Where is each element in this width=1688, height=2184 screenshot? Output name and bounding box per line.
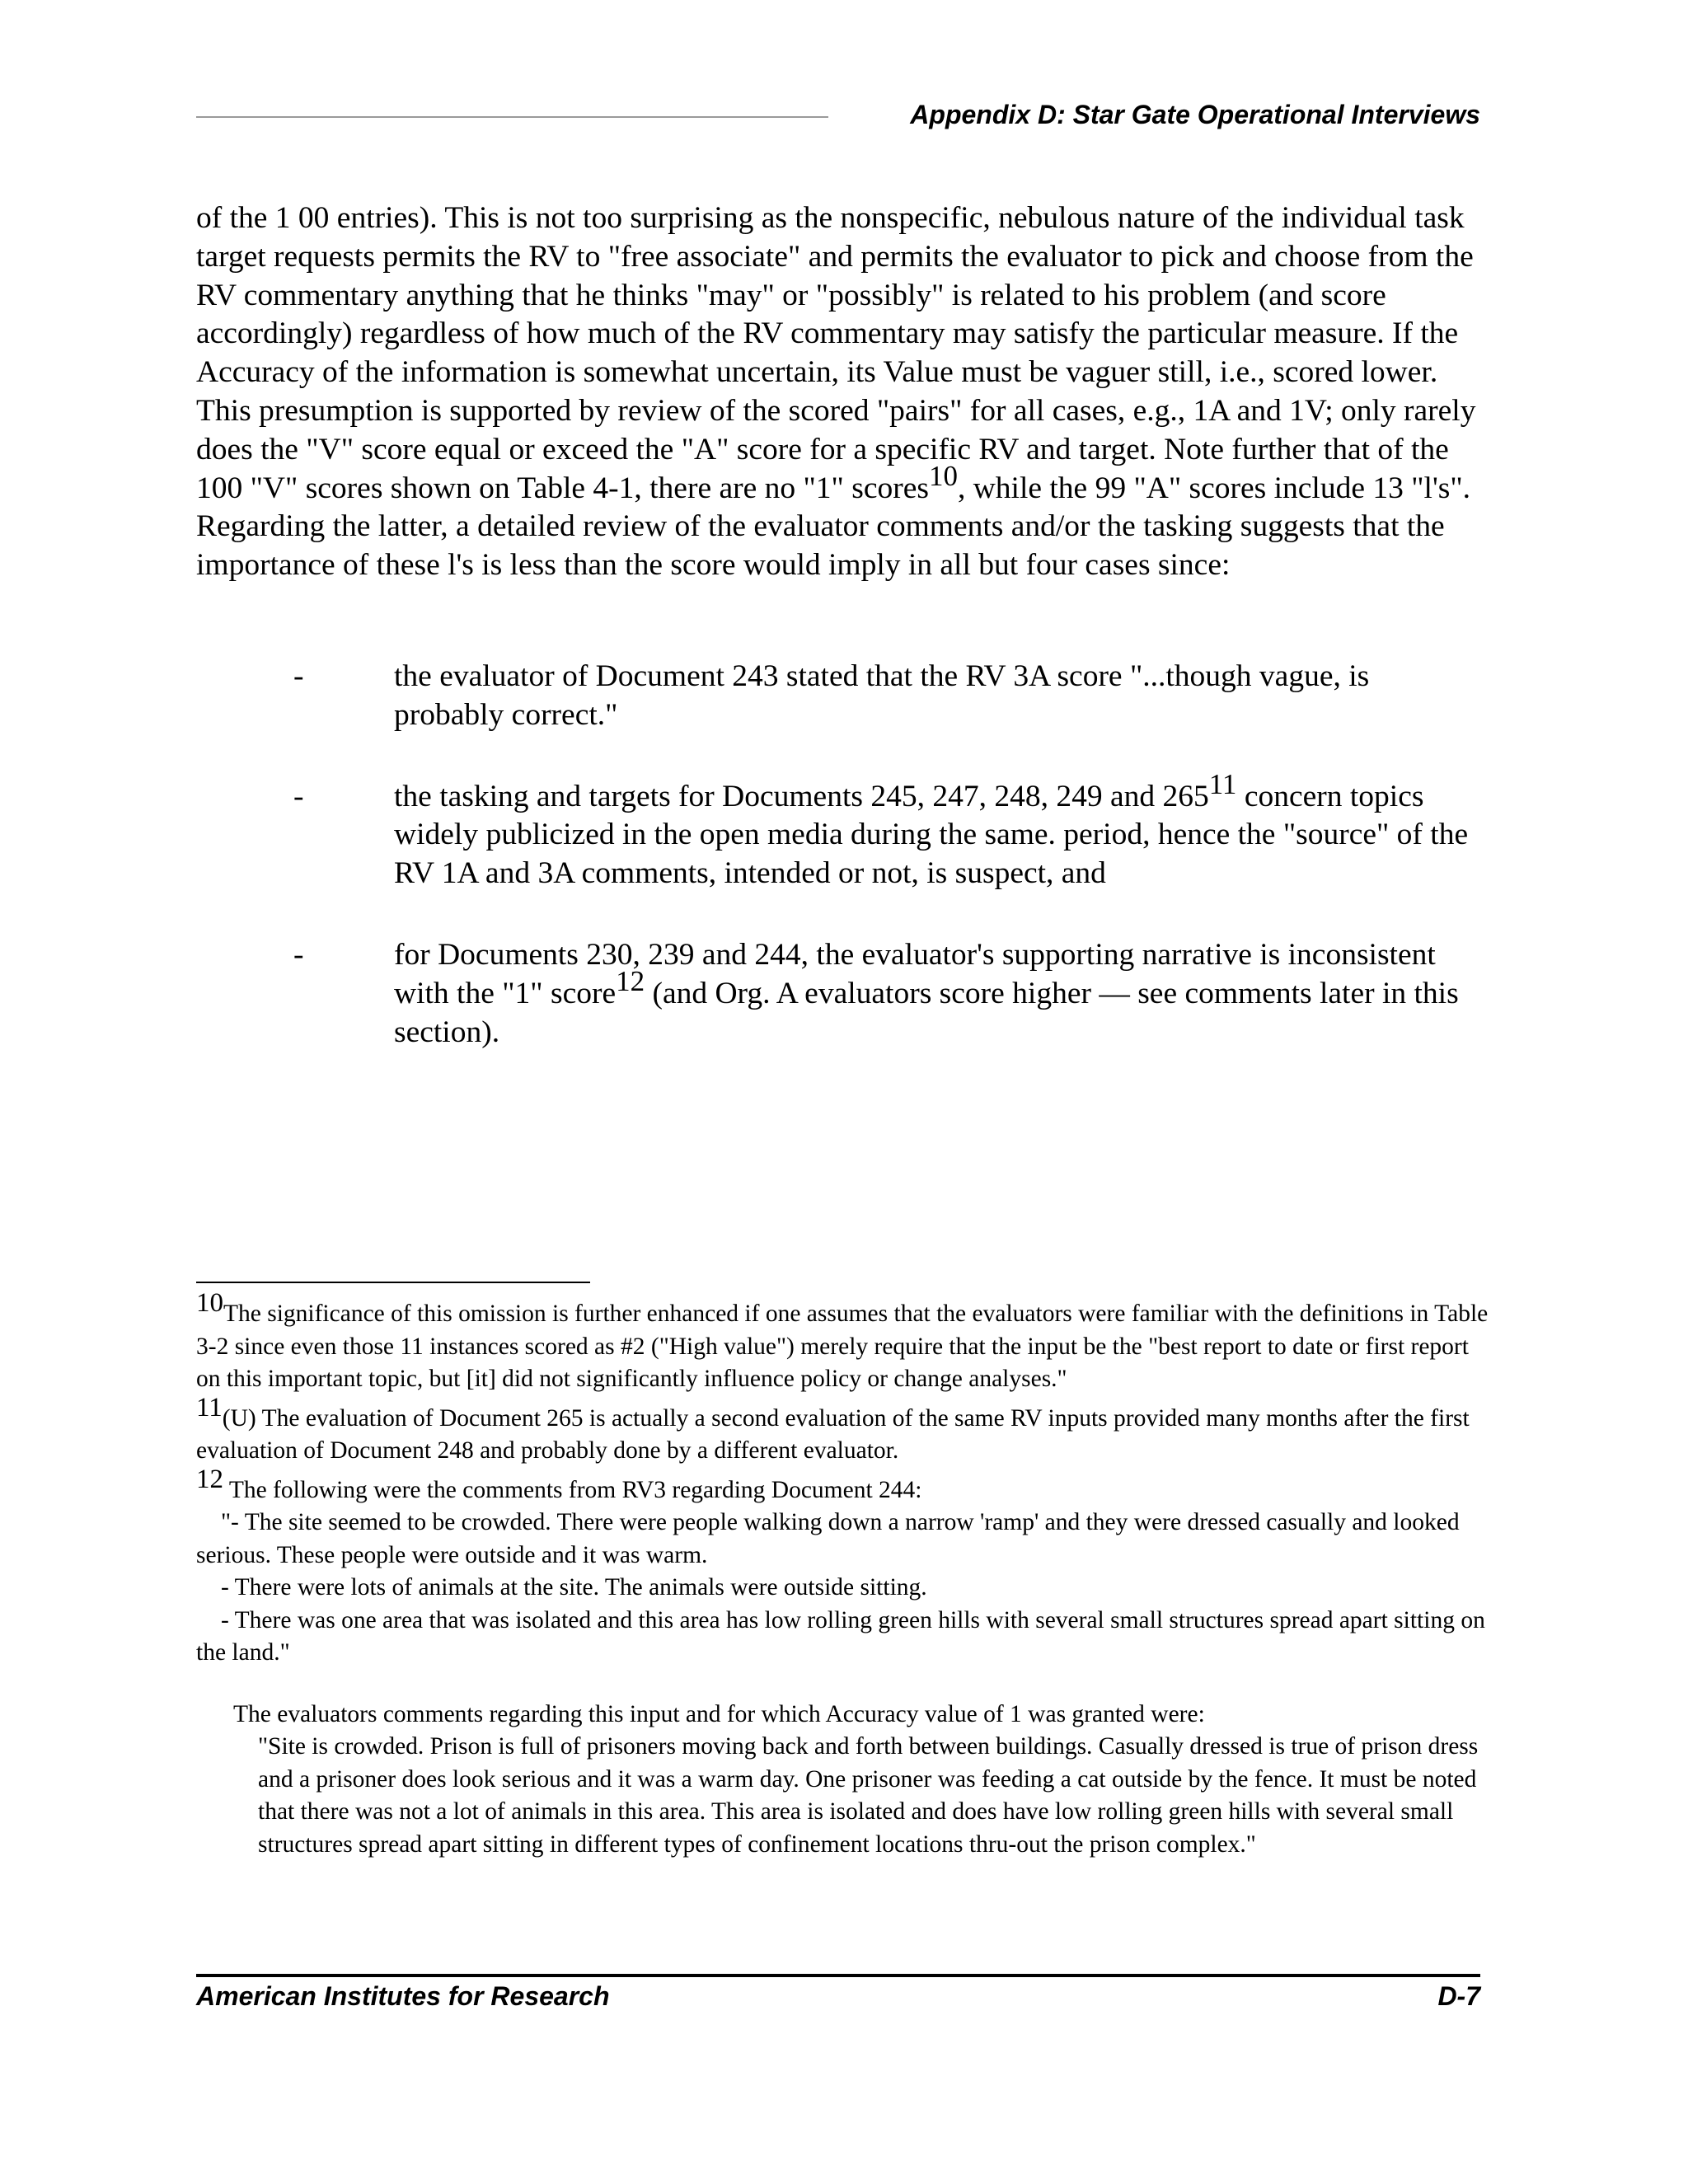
footnote-number: 10 xyxy=(196,1288,223,1318)
bullet-item xyxy=(196,658,1482,735)
rv-comment-line: - There were lots of animals at the site. The animals were outside sitting. xyxy=(221,1574,927,1601)
footnote-number: 12 xyxy=(196,1464,223,1494)
bullet-text-cont: (and Org. A evaluators score higher — see comments later in this section). xyxy=(394,976,1459,1049)
bullet-dash: - xyxy=(293,659,304,693)
footnote-12-intro xyxy=(196,1464,1490,1507)
evaluator-comments-quote: "Site is crowded. Prison is full of prisoners moving back and forth between buildings. Casually dressed is true of prison dress and a prisoner does look serious and it was a warm day. One prisoner was feeding a cat outside by the fence. It must be noted that there was not a lot of animals in this area. This area is isolated and does have low rolling green hills with several small structures spread apart sitting in different types of confinement locations thru-out the prison complex." xyxy=(258,1733,1479,1858)
footnotes xyxy=(196,1288,1490,1861)
footnote-12 xyxy=(196,1464,1490,1862)
footer-rule xyxy=(196,1974,1480,1977)
bullet-item xyxy=(196,767,1482,893)
bullet-dash: - xyxy=(293,937,304,972)
bullet-text: the evaluator of Document 243 stated that the RV 3A score "...though vague, is probably correct." xyxy=(394,659,1370,732)
paragraph-1-text-a: of the 1 00 entries). This is not too surprising as the nonspecific, nebulous nature of the individual task target requests permits the RV to "free associate" and permits the evaluator to pick and choose from the RV commentary anything that he thinks "may" or "possibly" is related to his problem (and score accordingly) regardless of how much of the RV commentary may satisfy the particular measure. If the Accuracy of the information is somewhat uncertain, its Value must be vaguer still, i.e., scored lower. This presumption is supported by review of the scored "pairs" for all cases, e.g., 1A and 1V; only rarely does the "V" score equal or exceed the "A" score for a specific RV and target. Note further that of the 100 "V" scores shown on Table 4-1, there are no "1" scores xyxy=(196,201,1476,505)
footnote-rule xyxy=(196,1282,590,1283)
evaluator-comments-intro: The evaluators comments regarding this input and for which Accuracy value of 1 was granted were: xyxy=(233,1700,1205,1727)
footnote-text: (U) The evaluation of Document 265 is actually a second evaluation of the same RV inputs provided many months after the first evaluation of Document 248 and probably done by a different evaluator. xyxy=(196,1404,1470,1464)
footnote-ref-10: 10 xyxy=(928,459,958,492)
header-rule xyxy=(196,116,828,118)
rv-comment-line: - There was one area that was isolated and this area has low rolling green hills with several small structures spread apart sitting on the land." xyxy=(196,1606,1485,1666)
body-paragraph xyxy=(196,199,1482,585)
footnote-text: The following were the comments from RV3 regarding Document 244: xyxy=(223,1476,922,1503)
rv-comment-line: "- The site seemed to be crowded. There were people walking down a narrow 'ramp' and they were dressed casually and looked serious. These people were outside and it was warm. xyxy=(196,1509,1460,1568)
bullet-text: the tasking and targets for Documents 245, 247, 248, 249 and 265 xyxy=(394,779,1209,813)
footnote-11 xyxy=(196,1392,1490,1468)
bullet-text: for Documents 230, 239 and 244, the evaluator's supporting narrative is inconsistent with the "1" score xyxy=(394,937,1436,1010)
header-title: Appendix D: Star Gate Operational Interviews xyxy=(910,100,1480,129)
paragraph-1-text-b: , while the 99 "A" scores include 13 "l's". Regarding the latter, a detailed review of the evaluator comments and/or the tasking suggests that the importance of these l's is less than the score would imply in all but four cases since: xyxy=(196,471,1470,583)
footnote-number: 11 xyxy=(196,1392,223,1422)
paragraph-1 xyxy=(196,199,1482,585)
footnote-10 xyxy=(196,1288,1490,1396)
footer-organization: American Institutes for Research xyxy=(196,1981,610,2011)
bullet-dash: - xyxy=(293,779,304,813)
bullet-list xyxy=(196,658,1482,1094)
page-number: D-7 xyxy=(1437,1981,1480,2011)
bullet-text-cont: concern topics widely publicized in the open media during the same. period, hence the "source" of the RV 1A and 3A comments, intended or not, is suspect, and xyxy=(394,779,1469,891)
bullet-item xyxy=(196,936,1482,1052)
footnote-ref-12: 12 xyxy=(616,964,645,997)
footnote-text: The significance of this omission is further enhanced if one assumes that the evaluators were familiar with the definitions in Table 3-2 since even those 11 instances scored as #2 ("High value") merely require that the input be the "best report to date or first report on this important topic, but [it] did not significantly influence policy or change analyses." xyxy=(196,1301,1489,1392)
footnote-ref-11: 11 xyxy=(1208,767,1237,800)
